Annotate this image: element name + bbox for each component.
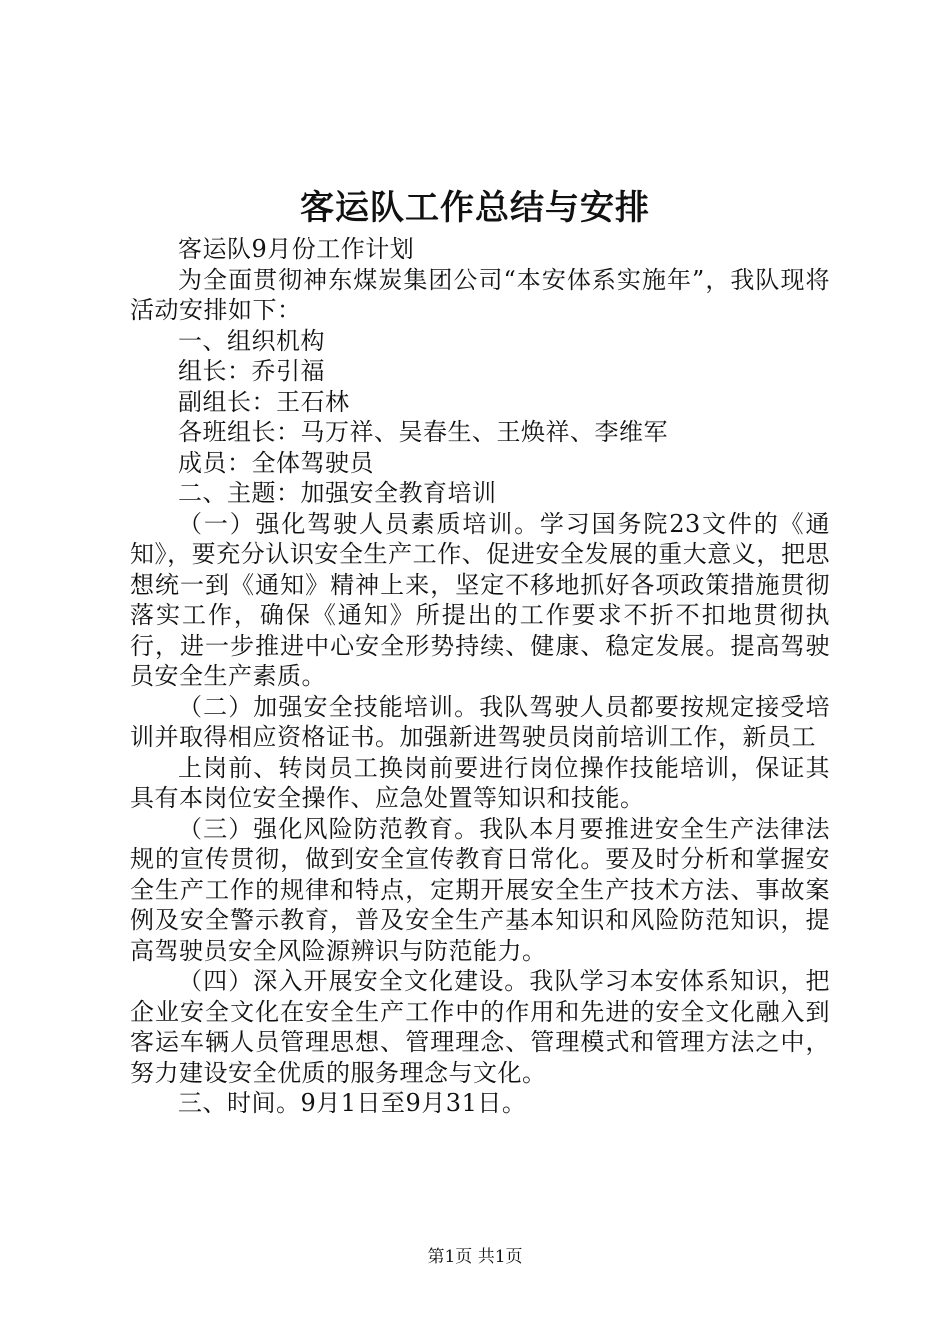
paragraph-item-2-continued: 上岗前、转岗员工换岗前要进行岗位操作技能培训，保证其具有本岗位安全操作、应急处置等知识和技能。 (130, 753, 830, 812)
section-heading-time: 三、时间。9月1日至9月31日。 (178, 1089, 527, 1117)
paragraph-members: 成员：全体驾驶员 (178, 448, 374, 477)
paragraph-item-2: （二）加强安全技能培训。我队驾驶人员都要按规定接受培训并取得相应资格证书。加强新进驾驶员岗前培训工作，新员工 (130, 692, 830, 751)
paragraph-item-3: （三）强化风险防范教育。我队本月要推进安全生产法律法规的宣传贯彻，做到安全宣传教育日常化。要及时分析和掌握安全生产工作的规律和特点，定期开展安全生产技术方法、事故案例及安全警示教育，普及安全生产基本知识和风险防范知识，提高驾驶员安全风险源辨识与防范能力。 (130, 814, 830, 965)
document-body (130, 234, 830, 1119)
document-title: 客运队工作总结与安排 (300, 188, 650, 228)
paragraph-item-4: （四）深入开展安全文化建设。我队学习本安体系知识，把企业安全文化在安全生产工作中的作用和先进的安全文化融入到客运车辆人员管理思想、管理理念、管理模式和管理方法之中，努力建设安全优质的服务理念与文化。 (130, 967, 830, 1087)
paragraph-item-1: （一）强化驾驶人员素质培训。学习国务院23文件的《通知》，要充分认识安全生产工作、促进安全发展的重大意义，把思想统一到《通知》精神上来，坚定不移地抓好各项政策措施贯彻落实工作，确保《通知》所提出的工作要求不折不扣地贯彻执行，进一步推进中心安全形势持续、健康、稳定发展。提高驾驶员安全生产素质。 (130, 509, 830, 690)
page-footer: 第1页 共1页 (427, 1247, 523, 1267)
paragraph-team-leaders: 各班组长：马万祥、吴春生、王焕祥、李维军 (178, 418, 668, 446)
paragraph-deputy-leader: 副组长：王石林 (178, 387, 350, 416)
paragraph-plan-heading: 客运队9月份工作计划 (178, 235, 415, 263)
paragraph-leader: 组长：乔引福 (178, 357, 325, 385)
paragraph-intro: 为全面贯彻神东煤炭集团公司“本安体系实施年”，我队现将活动安排如下： (130, 265, 830, 324)
section-heading-organization: 一、组织机构 (178, 326, 325, 355)
section-heading-theme: 二、主题：加强安全教育培训 (178, 479, 497, 507)
